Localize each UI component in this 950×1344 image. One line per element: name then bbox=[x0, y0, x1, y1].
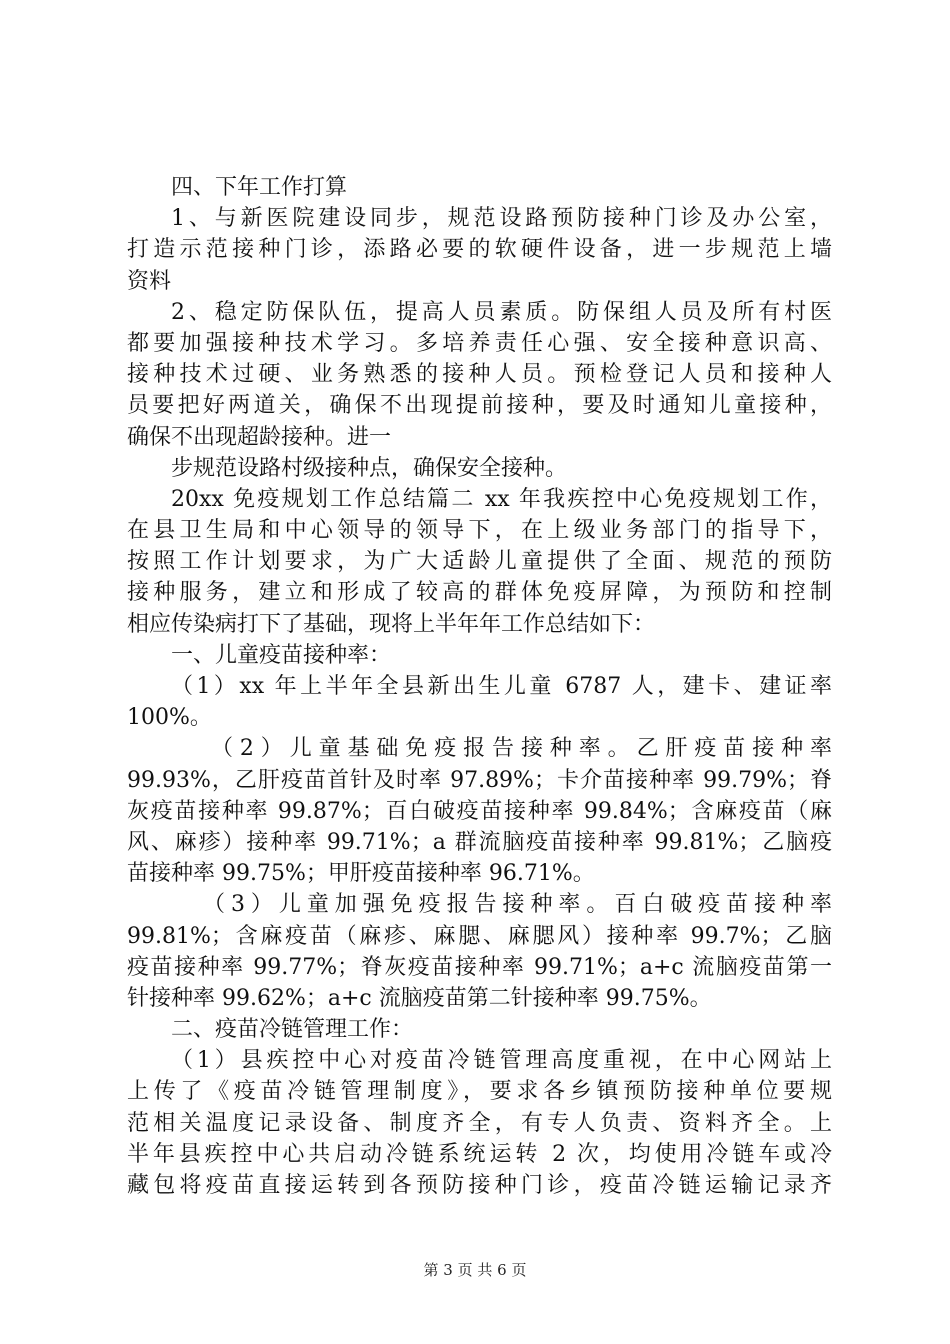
paragraph-line: 上传了《疫苗冷链管理制度》，要求各乡镇预防接种单位要规 bbox=[127, 1079, 832, 1105]
paragraph-line: 100%。 bbox=[127, 705, 212, 731]
paragraph-line: 步规范设路村级接种点，确保安全接种。 bbox=[171, 455, 568, 481]
paragraph-line: 打造示范接种门诊，添路必要的软硬件设备，进一步规范上墙 bbox=[127, 237, 832, 263]
paragraph-line: 半年县疾控中心共启动冷链系统运转 2 次，均使用冷链车或冷 bbox=[127, 1141, 832, 1167]
paragraph-line: 1、与新医院建设同步，规范设路预防接种门诊及办公室， bbox=[171, 206, 832, 232]
section-heading: 四、下年工作打算 bbox=[171, 175, 348, 200]
paragraph-line: （1）县疾控中心对疫苗冷链管理高度重视，在中心网站上 bbox=[171, 1048, 832, 1074]
paragraph-line: 99.81%；含麻疫苗（麻疹、麻腮、麻腮风）接种率 99.7%；乙脑 bbox=[127, 923, 832, 949]
paragraph-line: 藏包将疫苗直接运转到各预防接种门诊，疫苗冷链运输记录齐 bbox=[127, 1173, 832, 1198]
paragraph-line: 都要加强接种技术学习。多培养责任心强、安全接种意识高、 bbox=[127, 330, 832, 356]
page-number-label: 第 3 页 共 6 页 bbox=[423, 1261, 527, 1279]
paragraph-line: 资料 bbox=[127, 268, 172, 294]
paragraph-line: （3）儿童加强免疫报告接种率。百白破疫苗接种率 bbox=[203, 892, 832, 918]
paragraph-line: 20xx 免疫规划工作总结篇二 xx 年我疾控中心免疫规划工作， bbox=[171, 486, 832, 512]
paragraph-line: 疫苗接种率 99.77%；脊灰疫苗接种率 99.71%；a+c 流脑疫苗第一 bbox=[127, 954, 832, 980]
page-footer bbox=[0, 1260, 950, 1280]
paragraph-line: （1）xx 年上半年全县新出生儿童 6787 人，建卡、建证率 bbox=[171, 674, 832, 699]
paragraph-line: 风、麻疹）接种率 99.71%；a 群流脑疫苗接种率 99.81%；乙脑疫 bbox=[127, 829, 832, 855]
paragraph-line: 相应传染病打下了基础，现将上半年年工作总结如下： bbox=[127, 611, 656, 637]
paragraph-line: 确保不出现超龄接种。进一 bbox=[127, 424, 392, 450]
paragraph-line: 针接种率 99.62%；a+c 流脑疫苗第二针接种率 99.75%。 bbox=[127, 985, 712, 1011]
paragraph-line: 接种服务，建立和形成了较高的群体免疫屏障，为预防和控制 bbox=[127, 580, 832, 606]
paragraph-line: 员要把好两道关，确保不出现提前接种，要及时通知儿童接种， bbox=[127, 393, 832, 419]
paragraph-line: 在县卫生局和中心领导的领导下，在上级业务部门的指导下， bbox=[127, 518, 832, 544]
section-heading: 一、儿童疫苗接种率： bbox=[171, 642, 392, 668]
paragraph-line: 苗接种率 99.75%；甲肝疫苗接种率 96.71%。 bbox=[127, 861, 595, 887]
paragraph-line: 按照工作计划要求，为广大适龄儿童提供了全面、规范的预防 bbox=[127, 549, 832, 575]
paragraph-line: 灰疫苗接种率 99.87%；百白破疫苗接种率 99.84%；含麻疫苗（麻 bbox=[127, 798, 832, 824]
paragraph-line: 2、稳定防保队伍，提高人员素质。防保组人员及所有村医 bbox=[171, 299, 832, 325]
document-body bbox=[127, 172, 832, 1201]
paragraph-line: 99.93%，乙肝疫苗首针及时率 97.89%；卡介苗接种率 99.79%；脊 bbox=[127, 767, 832, 793]
paragraph-line: （2）儿童基础免疫报告接种率。乙肝疫苗接种率 bbox=[211, 736, 832, 762]
paragraph-line: 范相关温度记录设备、制度齐全，有专人负责、资料齐全。上 bbox=[127, 1110, 832, 1136]
paragraph-line: 接种技术过硬、业务熟悉的接种人员。预检登记人员和接种人 bbox=[127, 362, 832, 388]
section-heading: 二、疫苗冷链管理工作： bbox=[171, 1017, 414, 1043]
